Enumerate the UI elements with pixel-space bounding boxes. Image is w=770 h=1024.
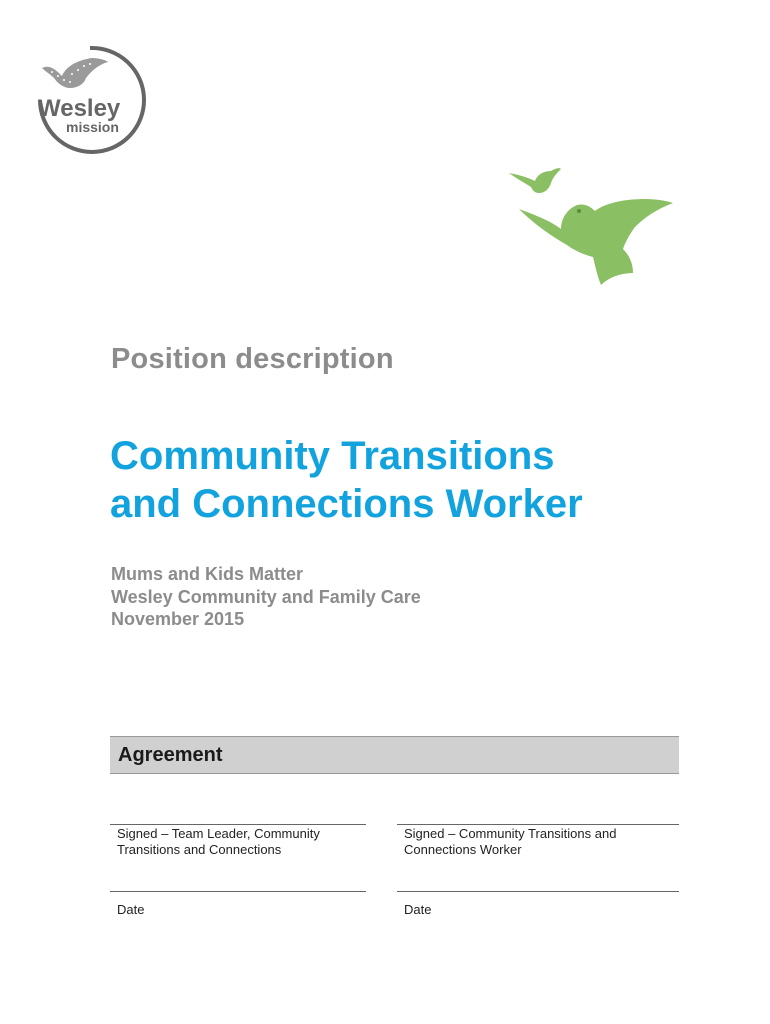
- date-line: [110, 891, 366, 892]
- logo-wordmark-top: Wesley: [38, 95, 121, 122]
- agreement-section-header: [110, 736, 679, 774]
- signature-line: [397, 824, 679, 825]
- title-line: and Connections Worker: [110, 482, 583, 526]
- program-name: Mums and Kids Matter: [111, 564, 304, 584]
- document-title: [110, 432, 583, 528]
- document-date: November 2015: [111, 609, 245, 629]
- date-caption: Date: [404, 902, 432, 917]
- signature-caption-team-leader: Signed – Team Leader, Community Transitions and Connections: [117, 826, 320, 857]
- date-caption: Date: [117, 902, 145, 917]
- service-name: Wesley Community and Family Care: [111, 586, 421, 607]
- document-meta: [111, 563, 421, 631]
- title-line: Community Transitions: [110, 434, 555, 478]
- signature-line: [110, 824, 366, 825]
- logo-wordmark-bottom: mission: [66, 119, 119, 135]
- date-line: [397, 891, 679, 892]
- flying-birds-illustration: [505, 163, 677, 288]
- agreement-heading: Agreement: [118, 744, 223, 766]
- signature-caption-worker: Signed – Community Transitions and Connections Worker: [404, 826, 617, 857]
- document-type-label: Position description: [111, 343, 394, 375]
- wesley-mission-logo: [28, 42, 168, 157]
